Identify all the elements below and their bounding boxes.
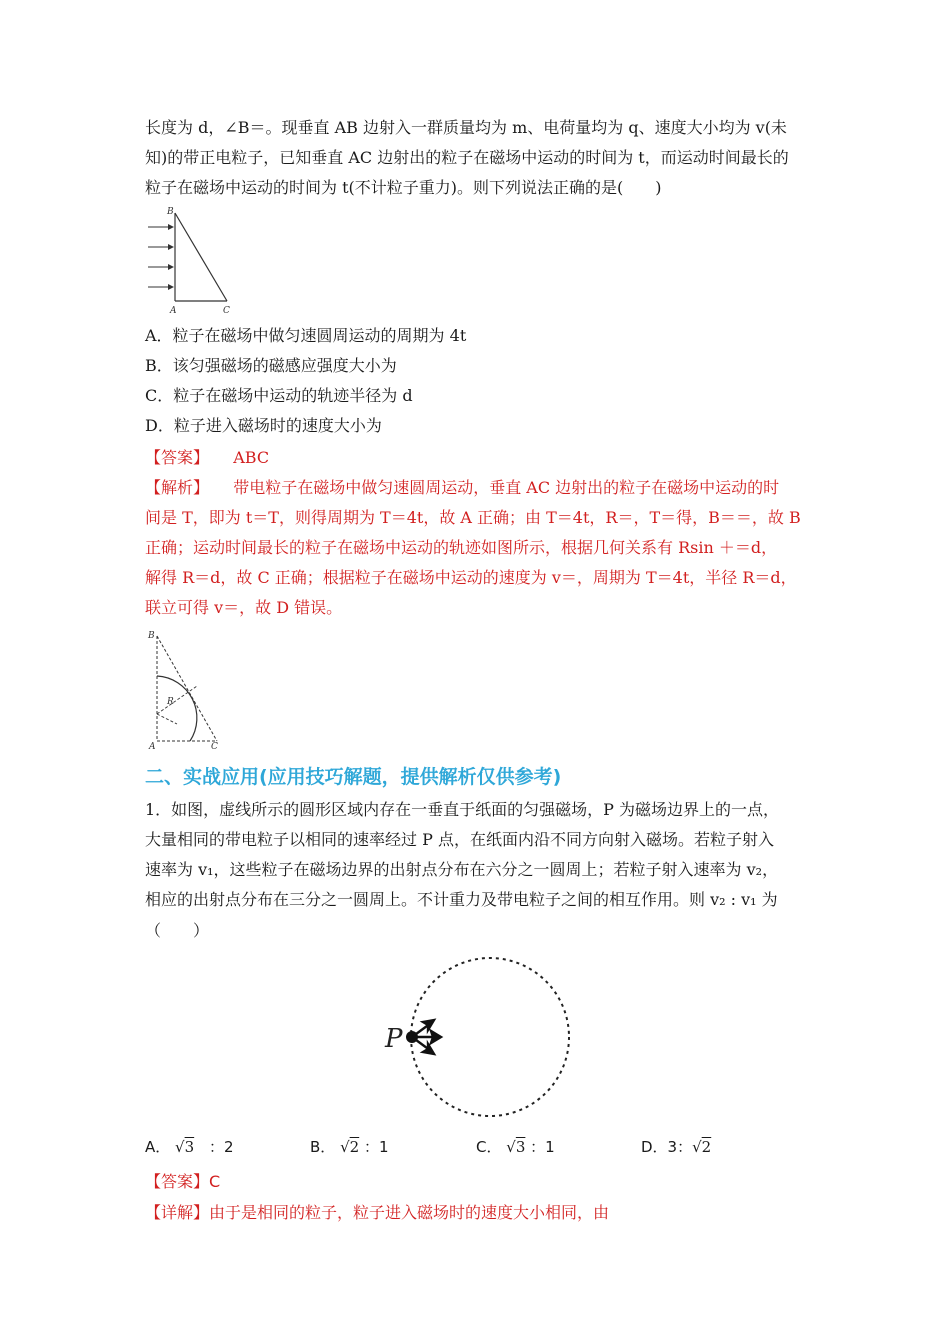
question-1-line-3: 粒子在磁场中运动的时间为 t(不计粒子重力)。则下列说法正确的是( ) <box>145 178 662 197</box>
sqrt-symbol: √ <box>340 1138 350 1156</box>
section-heading: 二、实战应用(应用技巧解题，提供解析仅供参考) <box>145 766 562 788</box>
sqrt-symbol: √ <box>692 1138 702 1156</box>
figure2-label-b: B <box>148 631 155 641</box>
analysis-line-3: 正确；运动时间最长的粒子在磁场中运动的轨迹如图所示，根据几何关系有 Rsin ＋＝d， <box>145 538 778 557</box>
question-1-answer <box>145 448 269 468</box>
question-1-option-d: D．粒子进入磁场时的速度大小为 <box>145 416 382 435</box>
trajectory-figure <box>145 628 230 750</box>
answer-label: 【答案】 <box>145 448 210 467</box>
figure1-label-b: B <box>167 207 174 217</box>
figure1-label-a: A <box>170 306 177 316</box>
figure2-label-a: A <box>149 742 156 752</box>
question-2-option-a: A． √3 ：2 <box>145 1138 234 1156</box>
answer-value: C <box>209 1172 221 1191</box>
question-2-line-1: 1．如图，虚线所示的圆形区域内存在一垂直于纸面的匀强磁场，P 为磁场边界上的一点， <box>145 800 780 819</box>
figure2-label-c: C <box>211 742 218 752</box>
answer-label: 【答案】 <box>145 1172 210 1191</box>
question-1-line-2: 知)的带正电粒子，已知垂直 AC 边射出的粒子在磁场中运动的时间为 t，而运动时间最长的 <box>145 148 789 167</box>
detail-text: 由于是相同的粒子，粒子进入磁场时的速度大小相同，由 <box>209 1203 610 1222</box>
question-2-answer <box>145 1172 220 1192</box>
answer-value: ABC <box>233 448 270 467</box>
question-2-line-2: 大量相同的带电粒子以相同的速率经过 P 点，在纸面内沿不同方向射入磁场。若粒子射入 <box>145 830 774 849</box>
figure2-label-r: R <box>167 697 174 707</box>
sqrt-symbol: √ <box>175 1138 185 1156</box>
analysis-line-2: 间是 T，即为 t＝T，则得周期为 T＝4t，故 A 正确；由 T＝4t，R＝，T＝得，B＝＝，故 B <box>145 508 801 527</box>
analysis-line-4: 解得 R＝d，故 C 正确；根据粒子在磁场中运动的速度为 v＝，周期为 T＝4t，半径 R＝d， <box>145 568 797 587</box>
question-2-detail <box>145 1203 609 1223</box>
analysis-line-1 <box>145 478 779 498</box>
figure1-label-c: C <box>223 306 230 316</box>
question-2-line-5: （ ） <box>145 921 210 940</box>
question-1-option-a: A．粒子在磁场中做匀速圆周运动的周期为 4t <box>145 326 467 345</box>
question-1-option-c: C．粒子在磁场中运动的轨迹半径为 d <box>145 386 413 405</box>
figure3-label-p: P <box>385 1024 403 1054</box>
analysis-label: 【解析】 <box>145 478 210 497</box>
question-2-option-b: B． √2 ：1 <box>310 1138 389 1156</box>
triangle-field-figure <box>145 205 245 317</box>
analysis-line-5: 联立可得 v＝，故 D 错误。 <box>145 598 343 617</box>
question-2-line-4: 相应的出射点分布在三分之一圆周上。不计重力及带电粒子之间的相互作用。则 v₂ : v₁ 为 <box>145 890 778 909</box>
question-2-option-c: C． √3 ：1 <box>476 1138 555 1156</box>
circular-field-figure <box>375 955 575 1120</box>
analysis-text-1: 带电粒子在磁场中做匀速圆周运动，垂直 AC 边射出的粒子在磁场中运动的时 <box>233 478 780 497</box>
question-2-option-d: D．3：√2 <box>641 1138 712 1156</box>
sqrt-symbol: √ <box>506 1138 516 1156</box>
question-2-line-3: 速率为 v₁，这些粒子在磁场边界的出射点分布在六分之一圆周上；若粒子射入速率为 v₂， <box>145 860 779 879</box>
question-1-line-1: 长度为 d，∠B＝。现垂直 AB 边射入一群质量均为 m、电荷量均为 q、速度大小均为 v(未 <box>145 118 787 137</box>
detail-label: 【详解】 <box>145 1203 210 1222</box>
question-1-option-b: B．该匀强磁场的磁感应强度大小为 <box>145 356 397 375</box>
